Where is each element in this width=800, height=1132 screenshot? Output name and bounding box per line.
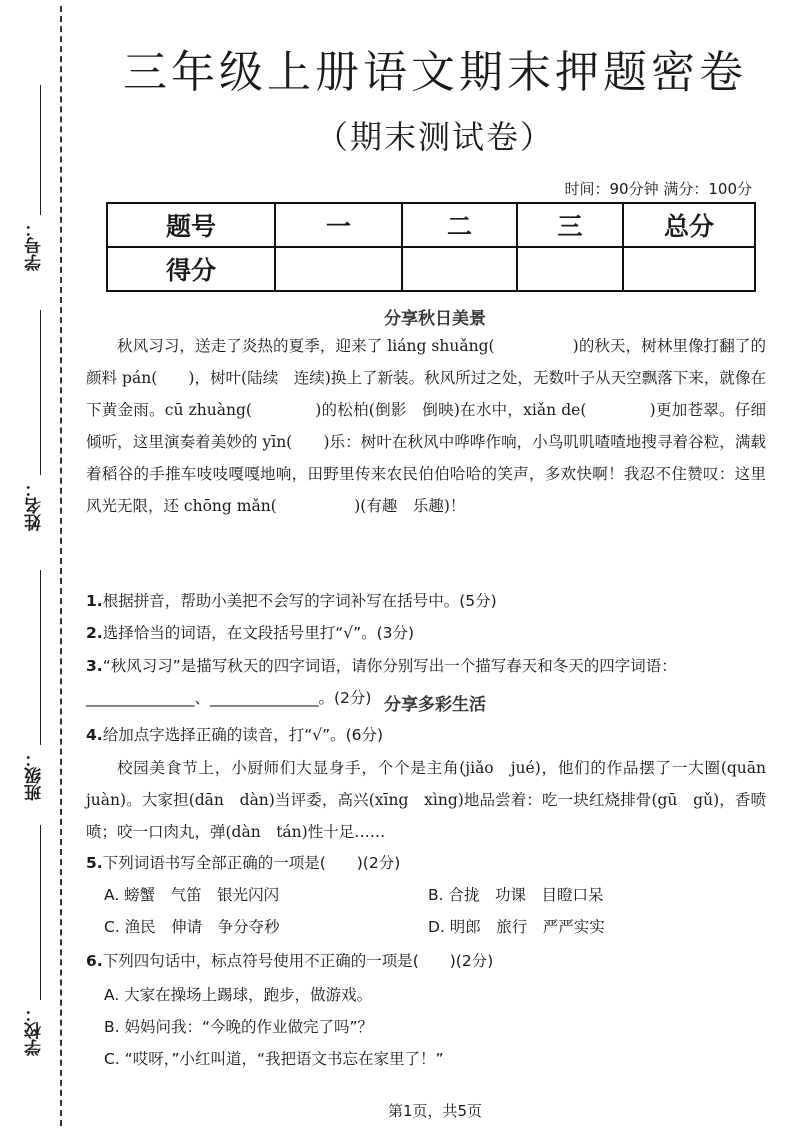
question-number: 4. bbox=[86, 726, 103, 744]
option-c[interactable]: C. 渔民 伸请 争分夺秒 bbox=[104, 918, 280, 936]
page-number: 第1页，共5页 bbox=[387, 1102, 483, 1120]
question-6-option-a[interactable]: A. 大家在操场上踢球，跑步，做游戏。 bbox=[104, 986, 373, 1004]
student-name-label: 姓名： bbox=[25, 480, 45, 531]
question-text: 给加点字选择正确的读音，打“√”。(6分) bbox=[102, 726, 384, 744]
student-id-label: 学号： bbox=[25, 220, 45, 271]
score-header-cell: 三 bbox=[517, 203, 623, 247]
exam-time-score: 时间：90分钟 满分：100分 bbox=[564, 180, 752, 198]
question-number: 1. bbox=[86, 592, 103, 610]
question-5 bbox=[86, 848, 766, 878]
score-input-cell[interactable] bbox=[402, 247, 517, 291]
food-festival-passage-text: 校园美食节上，小厨师们大显身手，个个是主角(jiǎo jué)，他们的作品摆了一大圈(quān juàn)。大家担(dān dàn)当评委，高兴(xīng xìng)地品尝着：吃一块红烧排骨(gū gǔ)，香喷喷；咬一口肉丸，弹(dàn tán)性十足…… bbox=[86, 759, 782, 841]
question-number: 2. bbox=[86, 624, 103, 642]
question-6-option-c[interactable]: C. “哎呀，”小红叫道，“我把语文书忘在家里了！” bbox=[104, 1050, 444, 1068]
option-d[interactable]: D. 明郎 旅行 严严实实 bbox=[428, 918, 605, 936]
question-number: 6. bbox=[86, 952, 103, 970]
score-header-cell: 总分 bbox=[623, 203, 755, 247]
autumn-passage-text: 秋风习习，送走了炎热的夏季，迎来了 liáng shuǎng( )的秋天，树林里像打翻了的颜料 pán( )，树叶(陆续 连续)换上了新装。秋风所过之处，无数叶子从天空飘落下来，就像在下黄金雨。cū zhuàng( )的松柏(倒影 倒映)在水中，xiǎn de( )更加苍翠。仔细倾听，这里演奏着美妙的 yīn( )乐：树叶在秋风中哗哗作响，小鸟叽叽喳喳地搜寻着谷粒，满载着稻谷的手推车吱吱嘎嘎地响，田野里传来农民伯伯哈哈的笑声，多欢快啊！我忍不住赞叹：这里风光无限，还 chōng mǎn( )(有趣 乐趣)！ bbox=[86, 337, 766, 515]
score-header-cell: 一 bbox=[275, 203, 402, 247]
score-input-cell[interactable] bbox=[275, 247, 402, 291]
autumn-passage bbox=[86, 330, 766, 522]
question-6-option-b[interactable]: B. 妈妈问我：“今晚的作业做完了吗”？ bbox=[104, 1018, 374, 1036]
score-header-cell: 二 bbox=[402, 203, 517, 247]
question-5-options-row-2 bbox=[104, 912, 754, 942]
score-header-cell: 题号 bbox=[107, 203, 275, 247]
binding-dashed-line bbox=[60, 6, 62, 1126]
question-text: “秋风习习”是描写秋天的四字词语，请你分别写出一个描写春天和冬天的四字词语：______________、______________。(2分) bbox=[86, 657, 677, 707]
question-5-options-row-1 bbox=[104, 880, 754, 910]
question-text: 下列四句话中，标点符号使用不正确的一项是( )(2分) bbox=[102, 952, 494, 970]
score-table-header-row bbox=[107, 203, 755, 247]
school-field[interactable] bbox=[0, 825, 52, 1055]
student-id-field[interactable] bbox=[0, 85, 52, 271]
class-line bbox=[40, 570, 41, 745]
score-input-cell[interactable] bbox=[517, 247, 623, 291]
score-table-score-row bbox=[107, 247, 755, 291]
question-text: 下列词语书写全部正确的一项是( )(2分) bbox=[102, 854, 401, 872]
binding-margin bbox=[0, 0, 62, 1132]
student-id-line bbox=[40, 85, 41, 215]
student-name-line bbox=[40, 310, 41, 475]
student-name-field[interactable] bbox=[0, 310, 52, 531]
school-label: 学校： bbox=[25, 1005, 45, 1056]
class-label: 班级： bbox=[25, 750, 45, 801]
school-line bbox=[40, 825, 41, 1000]
class-field[interactable] bbox=[0, 570, 52, 801]
food-festival-passage bbox=[86, 752, 782, 848]
question-6 bbox=[86, 946, 766, 976]
option-a[interactable]: A. 螃蟹 气笛 银光闪闪 bbox=[104, 886, 280, 904]
question-2 bbox=[86, 618, 766, 648]
score-input-cell[interactable] bbox=[623, 247, 755, 291]
exam-subtitle: （期末测试卷） bbox=[315, 118, 554, 156]
question-number: 5. bbox=[86, 854, 103, 872]
exam-title: 三年级上册语文期末押题密卷 bbox=[123, 47, 747, 98]
section-title-autumn: 分享秋日美景 bbox=[384, 309, 486, 329]
question-text: 根据拼音，帮助小美把不会写的字词补写在括号中。(5分) bbox=[102, 592, 497, 610]
question-1 bbox=[86, 586, 766, 616]
score-table bbox=[106, 202, 756, 292]
question-4 bbox=[86, 720, 766, 750]
question-text: 选择恰当的词语，在文段括号里打“√”。(3分) bbox=[102, 624, 415, 642]
question-number: 3. bbox=[86, 657, 103, 675]
option-b[interactable]: B. 合拢 功课 目瞪口呆 bbox=[428, 886, 604, 904]
score-row-label: 得分 bbox=[107, 247, 275, 291]
section-title-life: 分享多彩生活 bbox=[384, 695, 486, 715]
